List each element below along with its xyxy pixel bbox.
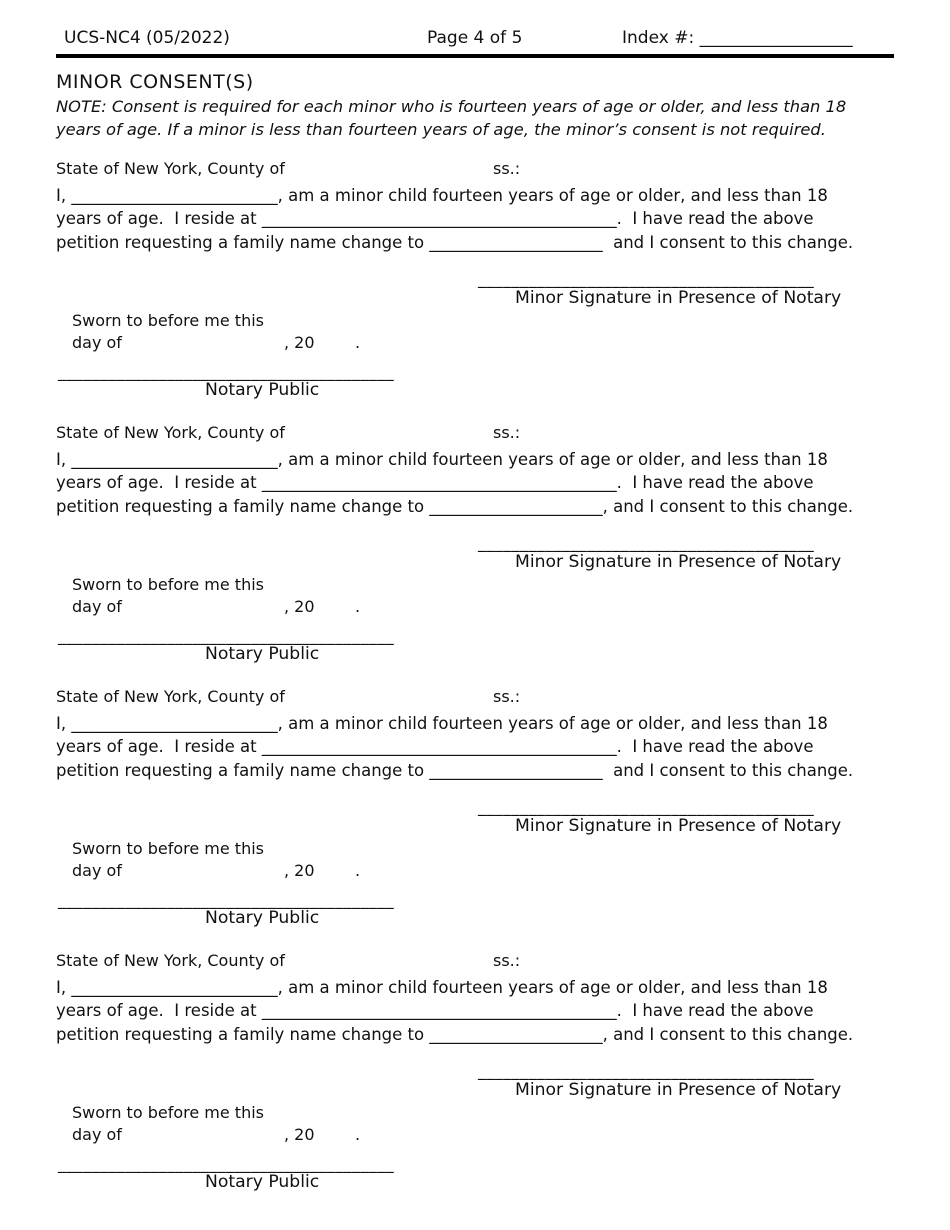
sworn-label: Sworn to before me this [72,1103,264,1122]
consent-line-3[interactable]: petition requesting a family name change to _____________________ and I consent to this change. [56,233,854,252]
consent-line-3[interactable]: petition requesting a family name change to _____________________, and I consent to this change. [56,1025,854,1044]
consent-line-2[interactable]: years of age. I reside at ___________________________________________. I have read the above [56,1001,814,1020]
period-label: . [355,597,361,616]
sworn-label: Sworn to before me this [72,311,264,330]
period-label: . [355,333,361,352]
ss-label: ss.: [493,159,521,178]
notary-signature-line[interactable]: ________________________________________ [58,626,394,645]
day-of-label: day of [72,1125,122,1144]
venue-label: State of New York, County of [56,423,285,442]
year-label: , 20 [284,1125,315,1144]
minor-signature-caption: Minor Signature in Presence of Notary [515,816,842,836]
notary-caption: Notary Public [205,644,320,664]
consent-line-2[interactable]: years of age. I reside at ___________________________________________. I have read the above [56,737,814,756]
venue-label: State of New York, County of [56,951,285,970]
minor-signature-line[interactable]: ________________________________________ [478,269,814,288]
consent-line-3[interactable]: petition requesting a family name change to _____________________ and I consent to this change. [56,761,854,780]
minor-signature-line[interactable]: ________________________________________ [478,797,814,816]
consent-line-1[interactable]: I, _________________________, am a minor child fourteen years of age or older, and less than 18 [56,978,828,997]
notary-signature-line[interactable]: ________________________________________ [58,362,394,381]
minor-signature-line[interactable]: ________________________________________ [478,1061,814,1080]
notary-signature-line[interactable]: ________________________________________ [58,890,394,909]
ss-label: ss.: [493,687,521,706]
page-title: MINOR CONSENT(S) [56,71,254,93]
consent-block [0,158,950,422]
consent-line-2[interactable]: years of age. I reside at ___________________________________________. I have read the above [56,473,814,492]
minor-signature-caption: Minor Signature in Presence of Notary [515,1080,842,1100]
header-rule [56,54,894,58]
period-label: . [355,861,361,880]
period-label: . [355,1125,361,1144]
consent-note: NOTE: Consent is required for each minor who is fourteen years of age or older, and less than 18 years of age. If a minor is less than fourteen years of age, the minor’s consent is not required. [56,97,847,139]
day-of-label: day of [72,597,122,616]
year-label: , 20 [284,861,315,880]
day-of-label: day of [72,861,122,880]
sworn-label: Sworn to before me this [72,575,264,594]
page-number: Page 4 of 5 [427,28,523,48]
consent-line-1[interactable]: I, _________________________, am a minor child fourteen years of age or older, and less than 18 [56,714,828,733]
notary-caption: Notary Public [205,1172,320,1192]
notary-caption: Notary Public [205,380,320,400]
consent-line-1[interactable]: I, _________________________, am a minor child fourteen years of age or older, and less than 18 [56,186,828,205]
consent-block [0,686,950,950]
sworn-label: Sworn to before me this [72,839,264,858]
day-of-label: day of [72,333,122,352]
ss-label: ss.: [493,951,521,970]
ss-label: ss.: [493,423,521,442]
consent-line-3[interactable]: petition requesting a family name change to _____________________, and I consent to this change. [56,497,854,516]
minor-signature-line[interactable]: ________________________________________ [478,533,814,552]
consent-block [0,950,950,1214]
consent-line-2[interactable]: years of age. I reside at ___________________________________________. I have read the above [56,209,814,228]
notary-signature-line[interactable]: ________________________________________ [58,1154,394,1173]
form-id: UCS-NC4 (05/2022) [64,28,230,48]
index-number-field[interactable]: Index #: __________________ [622,28,853,48]
consent-line-1[interactable]: I, _________________________, am a minor child fourteen years of age or older, and less than 18 [56,450,828,469]
venue-label: State of New York, County of [56,687,285,706]
consent-block [0,422,950,686]
year-label: , 20 [284,333,315,352]
minor-signature-caption: Minor Signature in Presence of Notary [515,288,842,308]
minor-signature-caption: Minor Signature in Presence of Notary [515,552,842,572]
notary-caption: Notary Public [205,908,320,928]
venue-label: State of New York, County of [56,159,285,178]
year-label: , 20 [284,597,315,616]
